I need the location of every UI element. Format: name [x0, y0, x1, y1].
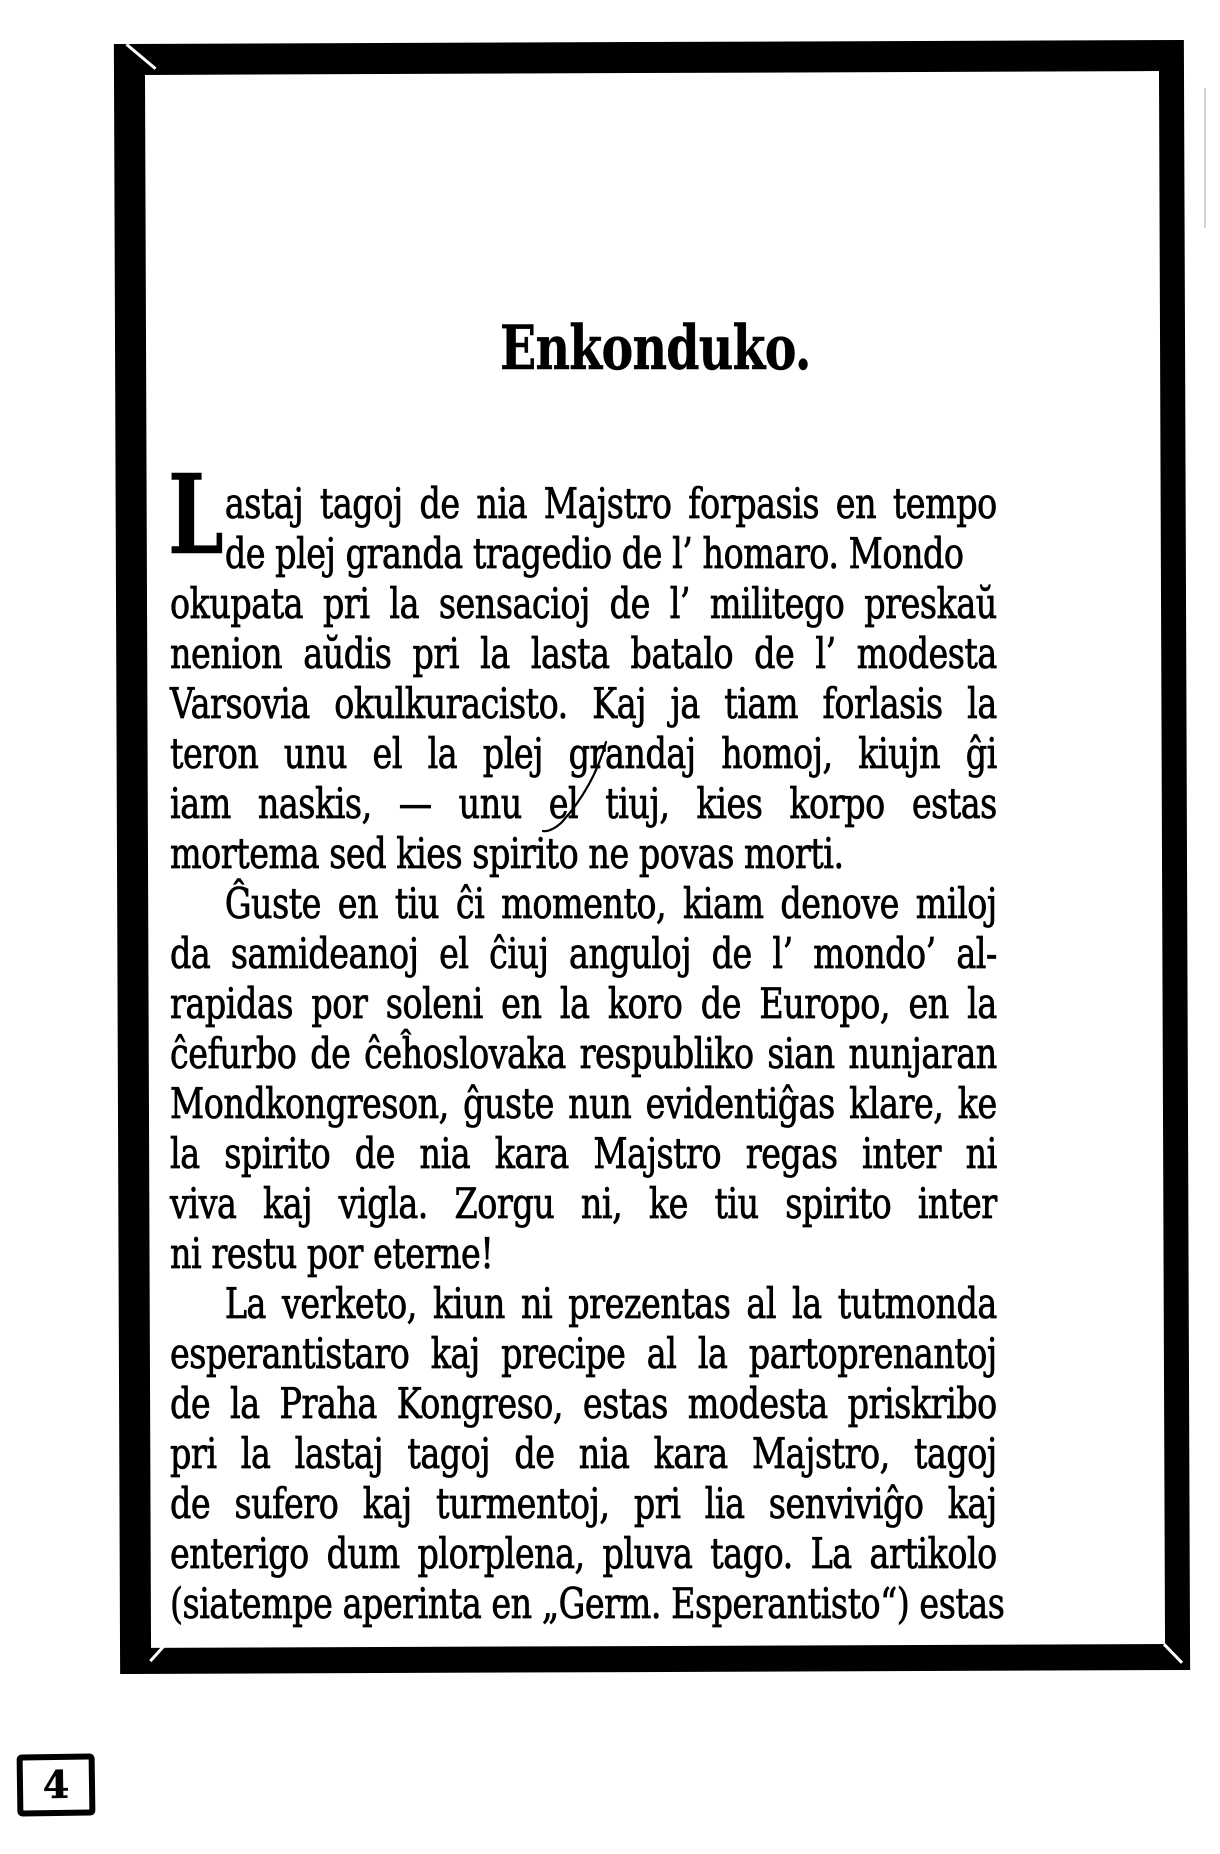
text-line: da samideanoj el ĉiuj anguloj de l’ mondo’ al- [170, 929, 997, 978]
text-line: de sufero kaj turmentoj, pri lia senviviĝo kaj [170, 1479, 997, 1528]
page-title: Enkonduko. [500, 313, 811, 384]
text-line: la spirito de nia kara Majstro regas inter ni [170, 1129, 997, 1178]
text-line: de la Praha Kongreso, estas modesta priskribo [170, 1379, 997, 1428]
text-line: ni restu por eterne! [170, 1229, 494, 1278]
text-line: okupata pri la sensacioj de l’ militego preskaŭ [170, 579, 997, 628]
page-number-box [17, 1753, 96, 1816]
text-line: viva kaj vigla. Zorgu ni, ke tiu spirito inter [170, 1179, 997, 1228]
scan-artifact-paper-edge [1204, 88, 1206, 228]
text-line: teron unu el la plej grandaj homoj, kiujn ĝi [170, 729, 997, 778]
text-line: Varsovia okulkuracisto. Kaj ja tiam forlasis la [170, 679, 997, 728]
text-line: astaj tagoj de nia Majstro forpasis en tempo [224, 479, 997, 528]
text-line: de plej granda tragedio de l’ homaro. Mondo [224, 529, 964, 578]
page-number: 4 [42, 1761, 70, 1808]
text-line: (siatempe aperinta en „Germ. Esperantisto“) estas [170, 1579, 1005, 1628]
text-line: nenion aŭdis pri la lasta batalo de l’ modesta [170, 629, 997, 678]
text-line: rapidas por soleni en la koro de Europo, en la [170, 979, 997, 1028]
text-line: esperantistaro kaj precipe al la partoprenantoj [170, 1329, 997, 1378]
text-line: enterigo dum plorplena, pluva tago. La artikolo [170, 1529, 997, 1578]
text-line: mortema sed kies spirito ne povas morti. [170, 829, 844, 878]
text-line: La verketo, kiun ni prezentas al la tutmonda [224, 1279, 997, 1328]
text-line: Ĝuste en tiu ĉi momento, kiam denove miloj [224, 879, 997, 928]
text-line: Mondkongreson, ĝuste nun evidentiĝas klare, ke [170, 1079, 997, 1128]
text-line: ĉefurbo de ĉeĥoslovaka respubliko sian nunjaran [170, 1029, 997, 1078]
text-line: pri la lastaj tagoj de nia kara Majstro, tagoj [170, 1429, 997, 1478]
drop-cap: L [168, 450, 224, 579]
body-text [170, 479, 1005, 1629]
text-line: iam naskis, — unu el tiuj, kies korpo estas [170, 779, 997, 828]
